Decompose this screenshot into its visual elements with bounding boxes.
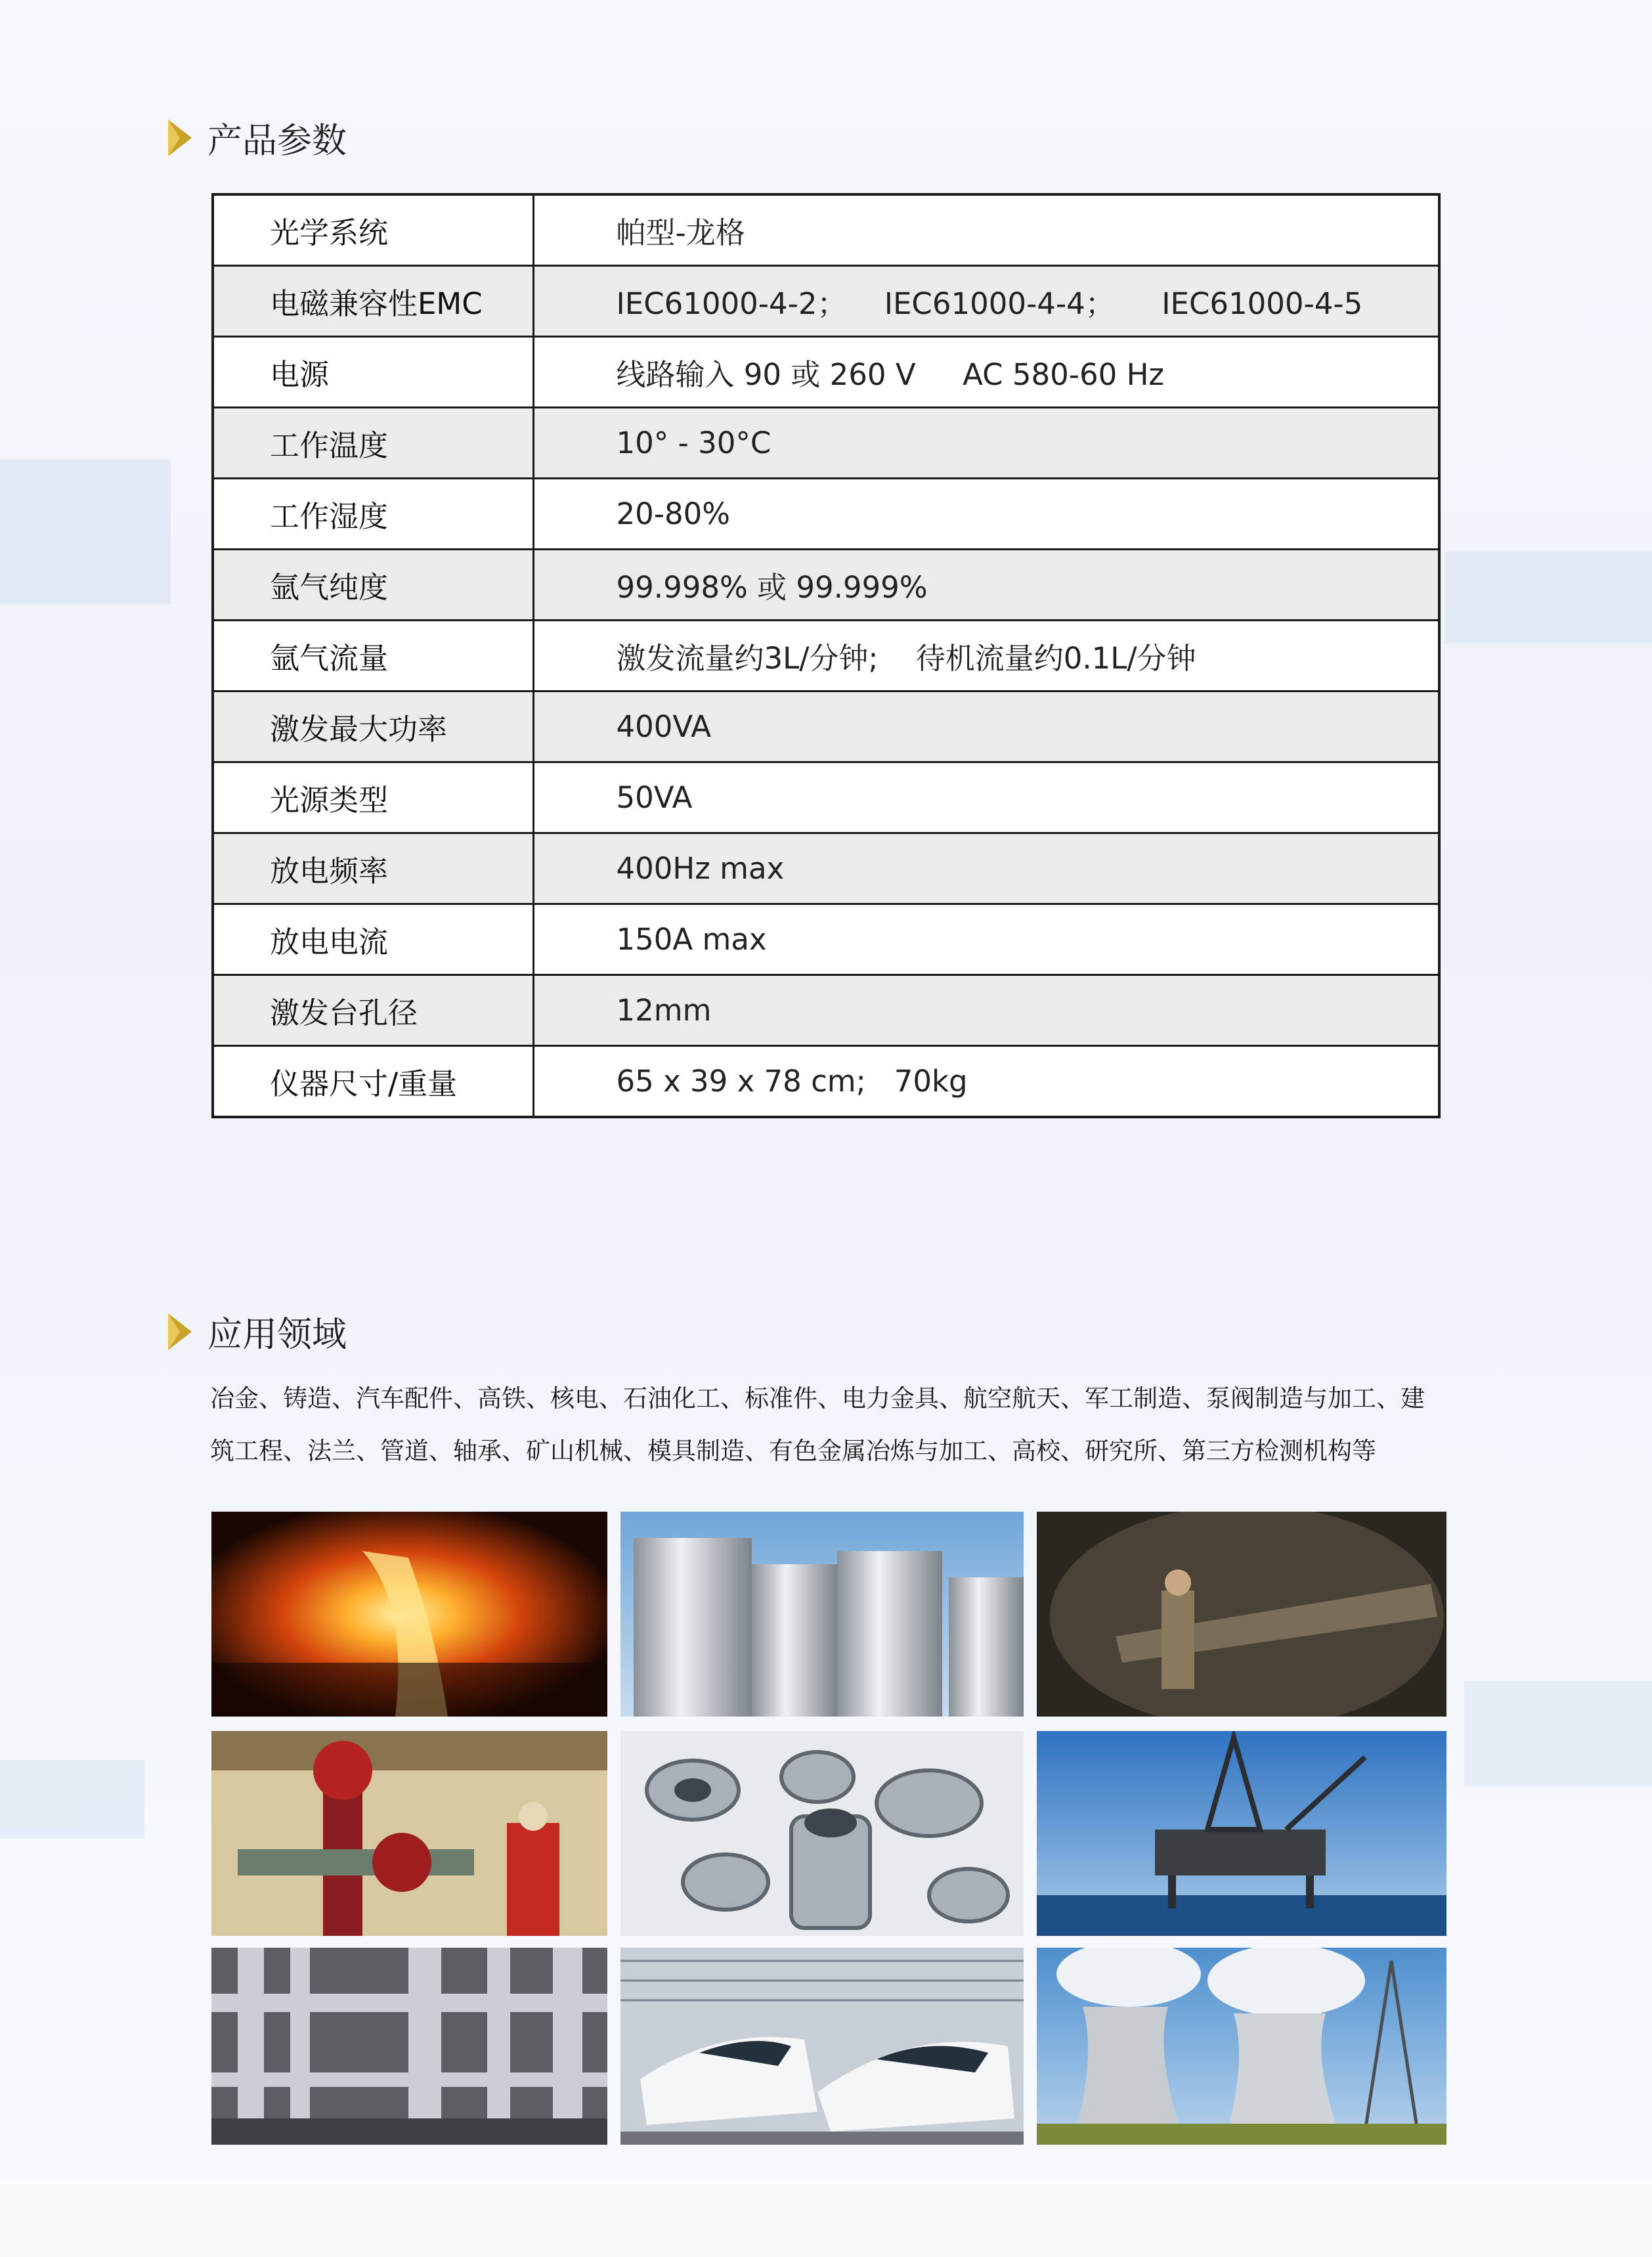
photo-cooling-towers — [1037, 1948, 1446, 2145]
param-value: IEC61000-4-2； IEC61000-4-4； IEC61000-4-5 — [533, 266, 1439, 337]
param-value: 线路输入 90 或 260 V AC 580-60 Hz — [533, 337, 1439, 408]
param-value: 50VA — [533, 762, 1439, 833]
background-band — [0, 460, 171, 604]
table-row — [213, 621, 1439, 691]
photo-mine-tunnel — [1037, 1512, 1446, 1717]
photo-offshore-platform — [1037, 1731, 1446, 1936]
table-row — [213, 479, 1439, 550]
param-value: 400VA — [533, 691, 1439, 762]
param-value: 帕型-龙格 — [533, 194, 1439, 266]
param-label: 氩气纯度 — [213, 550, 533, 621]
applications-section-title — [167, 1305, 347, 1358]
param-value: 激发流量约3L/分钟; 待机流量约0.1L/分钟 — [533, 621, 1439, 691]
param-label: 光源类型 — [213, 762, 533, 833]
param-value: 99.998% 或 99.999% — [533, 550, 1439, 621]
param-label: 光学系统 — [213, 194, 533, 266]
param-value: 150A max — [533, 904, 1439, 975]
gold-arrow-icon — [167, 118, 193, 158]
table-row — [213, 904, 1439, 975]
table-row — [213, 337, 1439, 408]
param-label: 仪器尺寸/重量 — [213, 1046, 533, 1118]
param-value: 65 x 39 x 78 cm; 70kg — [533, 1046, 1439, 1118]
table-row — [213, 194, 1439, 266]
photo-high-speed-trains — [620, 1948, 1024, 2145]
param-label: 工作湿度 — [213, 479, 533, 550]
param-label: 放电电流 — [213, 904, 533, 975]
photo-molten-metal — [211, 1512, 607, 1717]
photo-pipelines — [211, 1948, 607, 2145]
param-label: 放电频率 — [213, 833, 533, 904]
params-table — [211, 193, 1441, 1118]
applications-line: 冶金、铸造、汽车配件、高铁、核电、石油化工、标准件、电力金具、航空航天、军工制造、泵阀制造与加工、建 — [210, 1384, 1425, 1413]
table-row — [213, 762, 1439, 833]
param-value: 400Hz max — [533, 833, 1439, 904]
applications-text — [210, 1372, 1451, 1478]
applications-line: 筑工程、法兰、管道、轴承、矿山机械、模具制造、有色金属冶炼与加工、高校、研究所、第三方检测机构等 — [210, 1437, 1376, 1465]
background-band — [1445, 552, 1652, 644]
param-label: 激发台孔径 — [213, 975, 533, 1046]
table-row — [213, 408, 1439, 479]
table-row — [213, 1046, 1439, 1118]
param-label: 激发最大功率 — [213, 691, 533, 762]
param-value: 20-80% — [533, 479, 1439, 550]
photo-machined-parts — [620, 1731, 1024, 1936]
param-value: 12mm — [533, 975, 1439, 1046]
table-row — [213, 833, 1439, 904]
photo-oil-valves — [211, 1731, 607, 1936]
applications-title-text: 应用领域 — [207, 1315, 347, 1355]
table-row — [213, 550, 1439, 621]
gold-arrow-icon — [167, 1312, 193, 1351]
table-row — [213, 266, 1439, 337]
param-label: 电磁兼容性EMC — [213, 266, 533, 337]
params-title-text: 产品参数 — [207, 121, 347, 161]
background-band — [1464, 1681, 1652, 1786]
params-section-title — [167, 112, 347, 164]
background-band — [0, 1760, 144, 1839]
table-row — [213, 975, 1439, 1046]
table-row — [213, 691, 1439, 762]
param-label: 氩气流量 — [213, 621, 533, 691]
param-label: 电源 — [213, 337, 533, 408]
param-label: 工作温度 — [213, 408, 533, 479]
param-value: 10° - 30°C — [533, 408, 1439, 479]
photo-steel-tanks — [620, 1512, 1024, 1717]
